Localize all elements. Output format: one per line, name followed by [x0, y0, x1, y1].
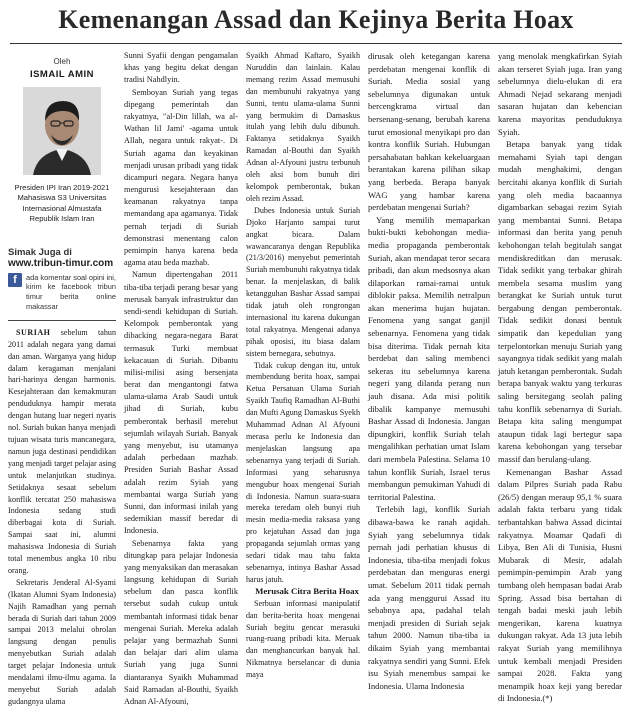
paragraph: Serbuan informasi manipulatif dan berita-berita hoax mengenai Suriah begitu gencar merasuki ruang-ruang pribadi kita. Meruak dan menghancurkan banyak hal. Nikmatnya berselancar di dunia maya	[246, 598, 360, 680]
promo-divider	[8, 320, 116, 321]
paragraph	[8, 327, 116, 577]
headline-rule	[10, 43, 622, 44]
paragraph: Tidak cukup dengan itu, untuk membendung berita hoax, sampai Ketua Persatuan Ulama Suriah Syaikh Taufiq Ramadhan Al-Buthi dan Mufti Agung Damaskus Syekh Muhammad Adnan Al Afyouni merasa perlu ke Indonesia dan menjelaskan langsung apa sebenarnya yang terjadi di Suriah. Informasi yang seharusnya mengubur hoax mengenai Suriah di Indonesia. Namun suara-suara mereka teredam oleh bunyi riuh mesin media-media raksasa yang pro kejatuhan Assad dan juga propaganda sejumlah ormas yang sedari tidak mau tahu fakta sebenarnya, intinya Bashar Assad harus jatuh.	[246, 360, 360, 584]
promo-box	[8, 247, 116, 321]
promo-row	[8, 273, 116, 312]
column-3	[246, 50, 360, 681]
author-portrait-icon	[23, 87, 101, 175]
author-bio: Presiden IPI Iran 2019-2021 Mahasiswa S3 Universitas Internasional Almustafa Republik Islam Iran	[14, 182, 110, 224]
paragraph: Namun dipertengahan 2011 tiba-tiba terjadi perang besar yang merusak banyak infrastruktur dan sendi-sendi kehidupan di Suriah. Kelompok pemberontak yang dibacking negara-negara Barat termasuk Turki membuat kekacauan di Suriah. Dibantu milisi-milisi asing bersenjata berat dan mengantongi fatwa ulama-ulama Arab Saudi untuk jihad di Suriah, kubu pemberontak berhasil merebut sejumlah wilayah Suriah. Banyak yang menyebut, isu utamanya adalah perbedaan mazhab. Presiden Suriah Bashar Assad adalah rezim Syiah yang membantai warga Suriah yang Sunni, dan informasi inilah yang sedemikian massif beredar di Indonesia.	[124, 270, 238, 536]
paragraph: Terlebih lagi, konflik Suriah dibawa-bawa ke ranah aqidah. Syiah yang sebelumnya tidak pernah jadi perhatian khusus di Indonesia, tiba-tiba menjadi fokus perdebatan dan menguras energi umat. Sebelum 2011 tidak pernah ada yang menggurui Assad itu sebabnya apa, padahal telah menjadi presiden di Suriah sejak tahun 2000. Namun tiba-tiba ia dikaim Syiah yang membantai rakyatnya sendiri yang Sunni. Efek isu Syiah menembus sampai ke Indonesia. Ulama Indonesia	[368, 504, 490, 691]
column-4	[368, 50, 490, 692]
paragraph: Betapa banyak yang tidak memahami Syiah tapi dengan mudah menghakimi, dengan bercitahi akanya konflik di Suriah yang oleh media bacaannya digambarkan sebagai rezim Syiah yang membantai Sunni. Betapa informasi dan berita yang penuh kebohongan telah begitulah sangat mendiskreditkan dan merusak. Tidak sedikit yang terbakar ghirah membela sesama muslim yang berangkat ke Suriah untuk turut bergabung dengan pemberontak. Tidak sedikit donasi bentuk simpatik dan kepedulian yang terpelontorkan menuju Suriah yang sayangnya tidak sedikit yang malah jatuh ketangan pemberontak. Sudah berapa banyak waktu yang terkuras saling bersitegang seolah paling tahu konflik sebenarnya di Suriah. Betapa kita saling mengumpat ataupun tidak lagi bertegur sapa karena kebohongan yang tersebar massif dan berulang-ulang.	[498, 139, 622, 464]
paragraph: Kemenangan Bashar Assad dalam Pilpres Suriah pada Rabu (26/5) dengan meraup 95,1 % suara adalah fakta terbaru yang tidak terbantahkan bahwa Assad dicintai rakyatnya. Moamar Qadafi di Libya, Ben Ali di Tunisia, Husni Mubarak di Mesir, adalah pemimpin-pemimpin Arab yang tumbang oleh hempasan badai Arab Spring. Assad bisa bertahan di tengah badai meski jauh lebih mengerikan, karena kuatnya dukungan rakyat. Ada 13 juta lebih rakyat Suriah yang memilihnya untuk kembali menjadi Presiden sampai 2028. Fakta yang menampik hoax keji yang beredar di Indonesia.(*)	[498, 466, 622, 704]
author-photo	[23, 87, 101, 175]
column-2	[124, 50, 238, 708]
paragraph: Sunni Syafii dengan pengamalan khas yang begitu dekat dengan tradisi Nahdlyin.	[124, 51, 238, 85]
paragraph: Yang memilih memaparkan bukti-bukti kebohongan media-media propaganda pemberontak Suriah, akan mendapat teror secara pribadi, dan akun medsosnya akan dilaporkan ramai-ramai untuk diblokir paksa. Memilih netralpun akan menerima hujan hujatan. Fenomena yang sangat ganjil sebenarnya. Fenomena yang tidak bisa diterima. Tidak pernah kita berdebat dan saling membenci sekeras itu sebelumnya karena negeri yang dilanda perang nun jauh disana. Ada misi politik dibalik kampanye memusuhi Bashar Assad di Indonesia. Jangan dipungkiri, konflik Suriah telah mengalihkan perhatian umat Islam dari membela Palestina. Selama 10 tahun konflik Suriah, Israel terus membangun pemukiman Yahudi di territorial Palestina.	[368, 214, 490, 502]
column-1-body	[8, 327, 116, 708]
byline-prefix: Oleh	[53, 57, 71, 66]
promo-url[interactable]: www.tribun-timur.com	[8, 257, 114, 269]
paragraph: Syaikh Ahmad Kaftaro, Syaikh Nuruddin dan lainlain. Kalau memang rezim Assad memusuhi dan membunuhi rakyatnya yang Sunni, tentu ulama-ulama Sunni yang bermukim di Damaskus itulah yang lebih dulu dibunuh. Faktanya setidaknya Syaikh Ramadan al-Bouthi dan Syaikh Adnan al-Afyouni justru terbunuh oleh aksi bom bunuh diri kelompok pemberontak, bukan oleh rezim Assad.	[246, 51, 360, 203]
paragraph-text: sebelum tahun 2011 adalah negara yang damai dan aman. Warganya yang hidup dalam keragaman menjalani hari-harinya dengan harmonis. Kesejahteraan dan kemakmuran penduduknya hampir merata dengan hutang luar negeri nyaris nol. Suriah bukan hanya menjadi tujuan wisata turis mancanegara, namun juga destinasi pendidikan yang menjadi target pelajar asing untuk melanjutkan studinya. Setidaknya sesaat sebelum konflik tercatat 250 mahasiswa Indonesia sedang studi diberbagai kota di Suriah. Sampai saat ini, alumni mahasiswa Indonesia di Suriah total menembus angka 10 ribu orang.	[8, 327, 116, 575]
subheading: Merusak Citra Berita Hoax	[255, 585, 359, 596]
paragraph: yang menolak mengkafirkan Syiah akan terseret Syiah juga. Iran yang sebelumnya dielu-elukan di era Ahmadi Nejad sekarang menjadi sasaran hujatan dan kebencian karena mayoritas penduduknya Syiah.	[498, 51, 622, 137]
column-5	[498, 50, 622, 705]
paragraph: Sebenarnya fakta yang ditungkap para pelajar Indonesia yang menyaksikan dan merasakan langsung kehidupan di Suriah sebelum dan pasca konflik tersebut sudah cukup untuk membantah informasi tidak benar mengenai Suriah. Mereka adalah pelajar yang bermazhab Sunni dan belajar dari alim ulama Suriah yang juga Sunni diantaranya Syaikh Muhammad Said Ramadan al-Bouthi, Syaikh Adnan Al-Afyouni,	[124, 538, 238, 706]
paragraph: Dubes Indonesia untuk Suriah Djoko Harjanto sampai turut angkat bicara. Dalam wawancaranya dengan Republika (21/3/2016) menyebut pemerintah Suriah membunuhi rakyatnya tidak benar. Ia menjelaskan, di balik ketangguhan Bashar Assad sampai tidak jatuh oleh rongrongan internasional itu karena dukungan total rakyatnya. Mengenai adanya pihak oposisi, itu biasa dalam sistem bernegara, sebutnya.	[246, 205, 360, 358]
promo-title: Simak Juga di	[8, 246, 72, 258]
promo-text: ada komentar soal opini ini, kirim ke facebook tribun timur berita online makassar	[26, 272, 116, 312]
paragraph: Sekretaris Jenderal Al-Syami (Ikatan Alumni Syam Indonesia) Najih Ramadhan yang pernah berada di Suriah dari tahun 2009 sampai 2013 melalui obrolan langsung dengan penulis menyebutkan Suriah adalah target pelajar Indonesia untuk mendalami ilmu-ilmu agama. Ia menyebut Suriah adalah gudangnya ulama	[8, 577, 116, 706]
byline-author: ISMAIL AMIN	[29, 68, 95, 80]
headline: Kemenangan Assad dan Kejinya Berita Hoax	[58, 5, 574, 34]
paragraph: dirusak oleh ketegangan karena perdebatan mengenai konflik di Suriah. Media sosial yang sebelumnya digunakan untuk bercengkrama virtual dan bersenang-senang, berubah karena turut emosional menyikapi pro dan kontra konflik Suriah. Hubungan persahabatan bahkan kekeluargaan berantakan karena pilihan sikap yang berbeda. Berapa banyak WAG yang hambar karena perdebatan mengenai Suriah?	[368, 51, 490, 213]
paragraph: Semboyan Suriah yang tegas dipegang pemerintah dan rakyatnya, "al-Din lillah, wa al-Wathan lil Jami' -agama untuk Allah, negara untuk rakyat-. Di Suriah agama dan keyakinan menjadi urusan pribadi yang tidak dicampuri negara. Negara hanya mengurusi kesejahteraan dan keamanan rakyatnya tanpa memandang apa agamanya. Tidak pernah terjadi di Suriah demonstrasi menentang calon pemimpin hanya karena beda agama atau beda mazhab.	[124, 87, 238, 268]
facebook-icon[interactable]: f	[8, 273, 22, 287]
lead-word: SURIAH	[16, 327, 51, 337]
column-1	[8, 50, 116, 708]
